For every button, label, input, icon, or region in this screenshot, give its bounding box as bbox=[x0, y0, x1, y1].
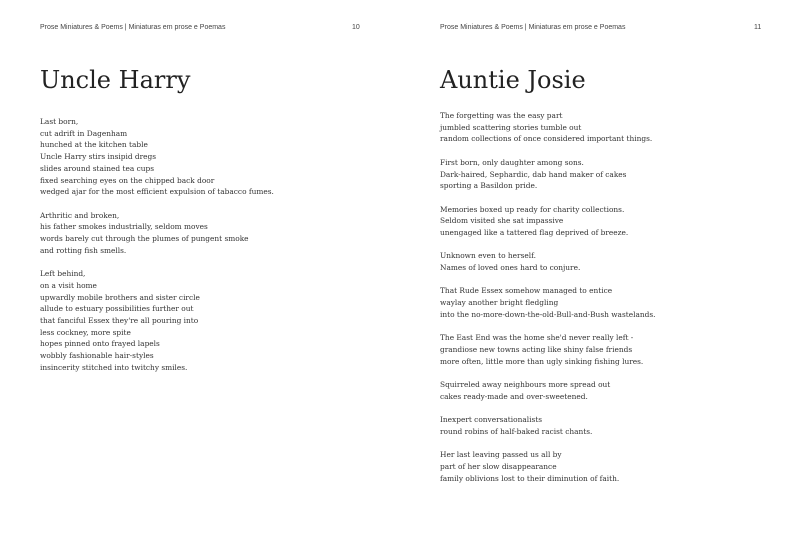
poem-line: Arthritic and broken, bbox=[40, 210, 120, 220]
poem-line: into the no-more-down-the-old-Bull-and-Bush wastelands. bbox=[440, 309, 656, 319]
stanza bbox=[440, 157, 770, 192]
poem-line: Inexpert conversationalists bbox=[440, 415, 543, 425]
page-number: 11 bbox=[754, 24, 762, 31]
poem-line: The East End was the home she'd never really left - bbox=[440, 333, 634, 343]
poem-title: Auntie Josie bbox=[440, 66, 586, 94]
poem-line: that fanciful Essex they're all pouring into bbox=[40, 315, 199, 325]
stanza bbox=[440, 414, 770, 437]
right-page bbox=[400, 0, 800, 560]
poem-line: The forgetting was the easy part bbox=[440, 111, 563, 120]
stanza bbox=[40, 268, 370, 373]
poem-line: random collections of once considered important things. bbox=[440, 134, 653, 144]
poem-line: hopes pinned onto frayed lapels bbox=[40, 339, 160, 349]
poem-line: round robins of half-baked racist chants. bbox=[440, 426, 593, 436]
poem-line: First born, only daughter among sons. bbox=[440, 157, 584, 167]
poem-line: upwardly mobile brothers and sister circle bbox=[40, 292, 200, 302]
stanza bbox=[440, 285, 770, 320]
page-number: 10 bbox=[352, 24, 360, 31]
poem-line: That Rude Essex somehow managed to entice bbox=[440, 286, 613, 296]
stanza bbox=[440, 449, 770, 484]
stanza bbox=[440, 379, 770, 402]
poem-line: hunched at the kitchen table bbox=[40, 140, 148, 150]
poem-line: words barely cut through the plumes of pungent smoke bbox=[40, 234, 249, 244]
poem-line: jumbled scattering stories tumble out bbox=[440, 122, 582, 132]
poem-line: Her last leaving passed us all by bbox=[440, 450, 562, 460]
poem-line: and rotting fish smells. bbox=[40, 245, 127, 255]
poem-body bbox=[440, 110, 770, 496]
poem-line: Last born, bbox=[40, 117, 79, 126]
running-head: Prose Miniatures & Poems | Miniaturas em prose e Poemas bbox=[440, 24, 626, 31]
poem-line: Dark-haired, Sephardic, dab hand maker of cakes bbox=[440, 169, 627, 179]
poem-line: unengaged like a tattered flag deprived of breeze. bbox=[440, 228, 629, 237]
poem-line: Squirreled away neighbours more spread out bbox=[440, 380, 611, 390]
poem-line: wedged ajar for the most efficient expulsion of tabacco fumes. bbox=[40, 187, 274, 197]
stanza bbox=[40, 210, 370, 257]
poem-line: Uncle Harry stirs insipid dregs bbox=[40, 152, 157, 162]
poem-line: less cockney, more spite bbox=[40, 327, 131, 337]
poem-line: Memories boxed up ready for charity collections. bbox=[440, 204, 625, 214]
poem-line: Left behind, bbox=[40, 269, 86, 279]
poem-line: slides around stained tea cups bbox=[40, 163, 155, 173]
poem-line: his father smokes industrially, seldom moves bbox=[40, 222, 208, 232]
stanza bbox=[440, 332, 770, 367]
stanza bbox=[440, 110, 770, 145]
poem-line: cakes ready-made and over-sweetened. bbox=[440, 391, 588, 401]
poem-line: on a visit home bbox=[40, 280, 97, 290]
poem-line: Seldom visited she sat impassive bbox=[440, 216, 564, 226]
running-head: Prose Miniatures & Poems | Miniaturas em prose e Poemas bbox=[40, 24, 226, 31]
stanza bbox=[40, 116, 370, 198]
poem-line: cut adrift in Dagenham bbox=[40, 128, 128, 138]
poem-line: allude to estuary possibilities further out bbox=[40, 304, 194, 314]
poem-line: family oblivions lost to their diminution of faith. bbox=[440, 473, 620, 483]
stanza bbox=[440, 204, 770, 239]
poem-line: insincerity stitched into twitchy smiles. bbox=[40, 362, 188, 372]
poem-line: more often, little more than ugly sinking fishing lures. bbox=[440, 356, 644, 366]
poem-line: part of her slow disappearance bbox=[440, 461, 557, 471]
poem-line: Names of loved ones hard to conjure. bbox=[440, 263, 581, 273]
poem-line: Unknown even to herself. bbox=[440, 251, 536, 261]
stanza bbox=[440, 250, 770, 273]
poem-line: waylay another bright fledgling bbox=[440, 298, 559, 308]
poem-line: fixed searching eyes on the chipped back door bbox=[40, 175, 215, 185]
poem-line: wobbly fashionable hair-styles bbox=[40, 351, 154, 361]
poem-body bbox=[40, 116, 370, 385]
poem-title: Uncle Harry bbox=[40, 66, 191, 94]
poem-line: grandiose new towns acting like shiny false friends bbox=[440, 344, 633, 354]
poem-line: sporting a Basildon pride. bbox=[440, 181, 538, 191]
